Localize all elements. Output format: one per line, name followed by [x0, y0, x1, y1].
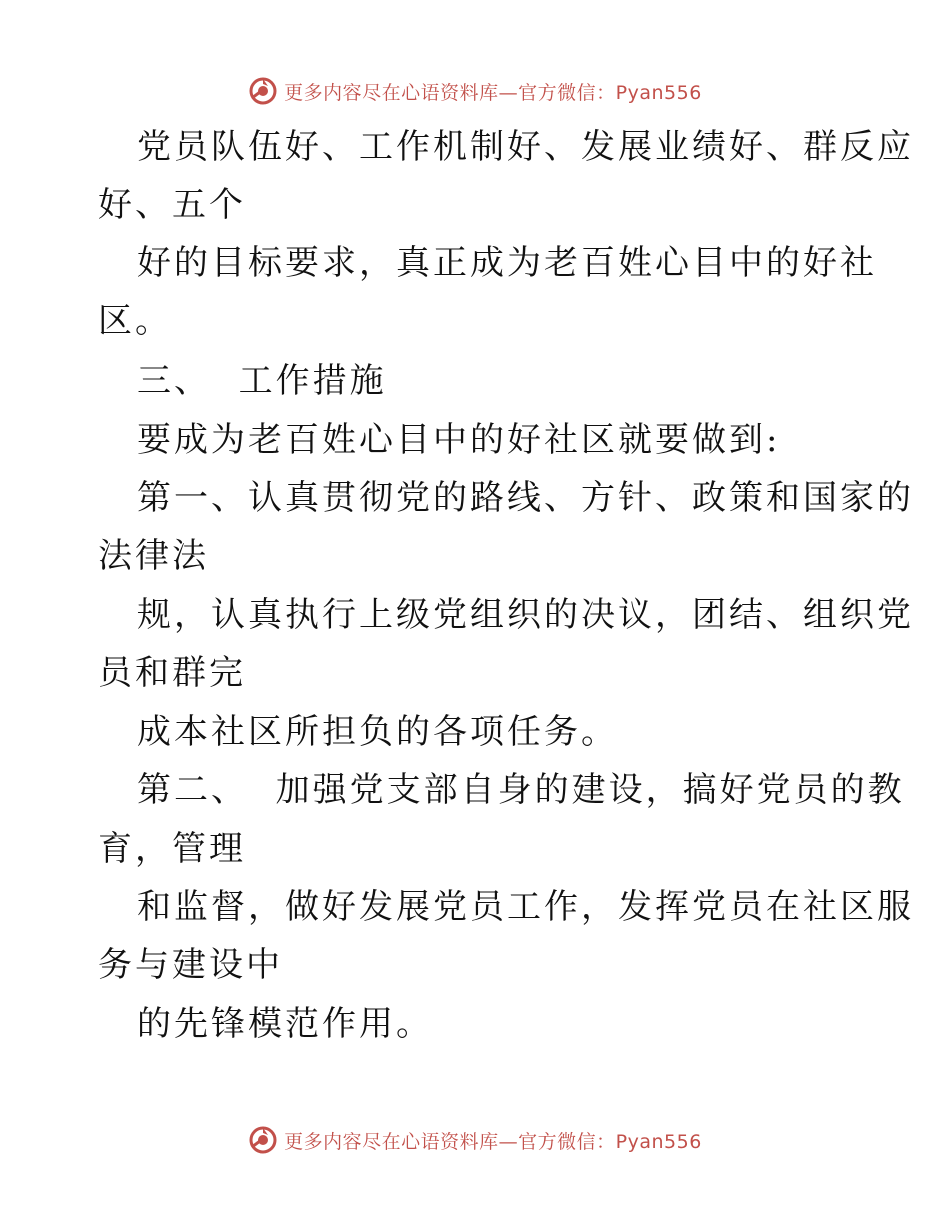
body-line: 务与建设中 [98, 945, 283, 985]
header-watermark [0, 71, 950, 111]
watermark-wechat: 官方微信：Pyan556 [518, 1130, 702, 1153]
body-line: 区。 [98, 301, 172, 341]
body-line: 好、五个 [98, 185, 246, 225]
logo-icon [248, 76, 278, 106]
body-line: 法律法 [98, 536, 209, 576]
body-line: 好的目标要求，真正成为老百姓心目中的好社 [137, 243, 877, 283]
body-line: 和监督，做好发展党员工作，发挥党员在社区服 [137, 887, 914, 927]
body-line: 员和群完 [98, 653, 246, 693]
body-line: 成本社区所担负的各项任务。 [137, 712, 618, 752]
body-line: 的先锋模范作用。 [137, 1004, 433, 1044]
footer-watermark [0, 1120, 950, 1160]
body-line: 要成为老百姓心目中的好社区就要做到: [137, 420, 781, 460]
body-line: 第一、认真贯彻党的路线、方针、政策和国家的 [137, 478, 914, 518]
body-line: 党员队伍好、工作机制好、发展业绩好、群反应 [137, 127, 914, 167]
body-line: 规，认真执行上级党组织的决议，团结、组织党 [137, 595, 914, 635]
watermark-text: 更多内容尽在心语资料库—官方微信：Pyan556 [284, 1130, 702, 1153]
body-line: 第二、 加强党支部自身的建设，搞好党员的教 [137, 770, 905, 810]
logo-icon [248, 1125, 278, 1155]
body-line: 育，管理 [98, 829, 246, 869]
watermark-text: 更多内容尽在心语资料库—官方微信：Pyan556 [284, 81, 702, 104]
watermark-wechat: 官方微信：Pyan556 [518, 81, 702, 104]
section-heading: 三、 工作措施 [137, 361, 387, 401]
